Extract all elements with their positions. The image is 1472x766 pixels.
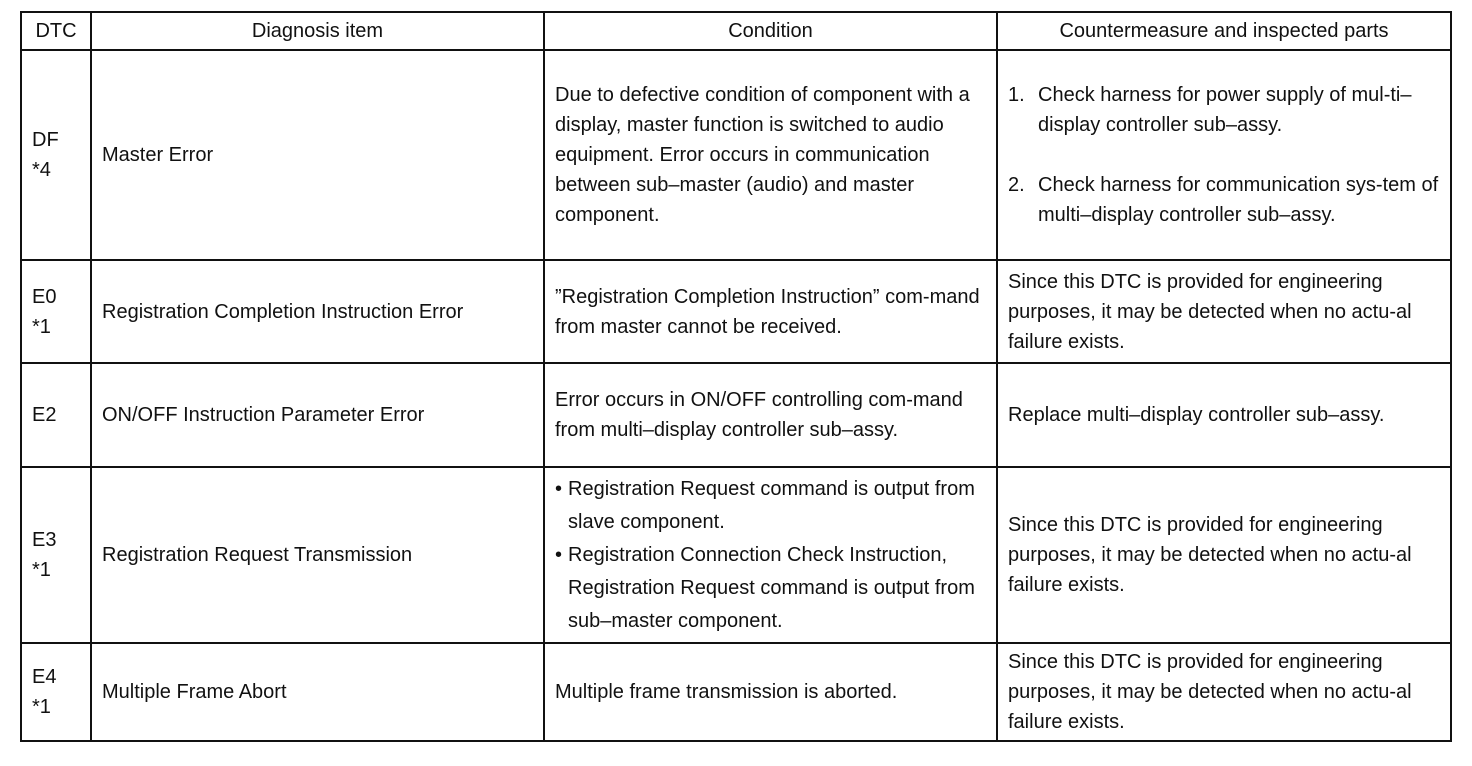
countermeasure-steps (1008, 80, 1440, 230)
dtc-cell (21, 260, 91, 363)
condition: Multiple frame transmission is aborted. (544, 643, 997, 741)
dtc-note: *1 (32, 696, 51, 718)
dtc-table (20, 11, 1452, 742)
countermeasure: Since this DTC is provided for engineering purposes, it may be detected when no actu-al failure exists. (997, 643, 1451, 741)
table-row (21, 50, 1451, 260)
dtc-code: E0 (32, 285, 57, 308)
dtc-code: DF (32, 129, 59, 151)
table-row (21, 260, 1451, 363)
list-item (1008, 80, 1440, 140)
countermeasure: Since this DTC is provided for engineering purposes, it may be detected when no actu-al failure exists. (997, 467, 1451, 643)
dtc-note: *1 (32, 315, 51, 338)
diagnosis-item: Multiple Frame Abort (91, 643, 544, 741)
step-number: 2. (1008, 174, 1025, 196)
bullet-mark: • (555, 543, 563, 566)
header-dtc: DTC (21, 12, 91, 50)
header-row (21, 12, 1451, 50)
step-number: 1. (1008, 84, 1025, 106)
header-countermeasure: Countermeasure and inspected parts (997, 12, 1451, 50)
condition: Error occurs in ON/OFF controlling com-mand from multi–display controller sub–assy. (544, 363, 997, 467)
condition-bullets (555, 473, 986, 638)
dtc-note: *1 (32, 559, 51, 581)
diagnosis-item: Master Error (91, 50, 544, 260)
table-row (21, 363, 1451, 467)
condition: Due to defective condition of component with a display, master function is switched to audio equipment. Error occurs in communication between sub–master (audio) and master component. (544, 50, 997, 260)
bullet-mark: • (555, 477, 563, 500)
dtc-code: E3 (32, 529, 57, 551)
bullet-text: Registration Connection Check Instruction, Registration Request command is output from sub–master component. (568, 543, 975, 632)
step-text: Check harness for communication sys-tem of multi–display controller sub–assy. (1038, 174, 1439, 226)
dtc-cell (21, 363, 91, 467)
bullet-text: Registration Request command is output from slave component. (568, 477, 975, 533)
countermeasure (997, 50, 1451, 260)
dtc-code: E4 (32, 666, 57, 688)
condition: ”Registration Completion Instruction” com-mand from master cannot be received. (544, 260, 997, 363)
diagnosis-item: ON/OFF Instruction Parameter Error (91, 363, 544, 467)
dtc-note: *4 (32, 159, 51, 181)
table-row (21, 467, 1451, 643)
countermeasure: Since this DTC is provided for engineering purposes, it may be detected when no actu-al failure exists. (997, 260, 1451, 363)
condition (544, 467, 997, 643)
diagnosis-item: Registration Completion Instruction Error (91, 260, 544, 363)
step-text: Check harness for power supply of mul-ti–display controller sub–assy. (1038, 84, 1412, 136)
dtc-cell (21, 50, 91, 260)
dtc-cell (21, 643, 91, 741)
diagnosis-item: Registration Request Transmission (91, 467, 544, 643)
list-item (1008, 170, 1440, 230)
table-row (21, 643, 1451, 741)
list-item (555, 539, 986, 638)
dtc-cell (21, 467, 91, 643)
countermeasure: Replace multi–display controller sub–assy. (997, 363, 1451, 467)
header-diagnosis-item: Diagnosis item (91, 12, 544, 50)
header-condition: Condition (544, 12, 997, 50)
dtc-code: E2 (32, 404, 57, 426)
list-item (555, 473, 986, 539)
